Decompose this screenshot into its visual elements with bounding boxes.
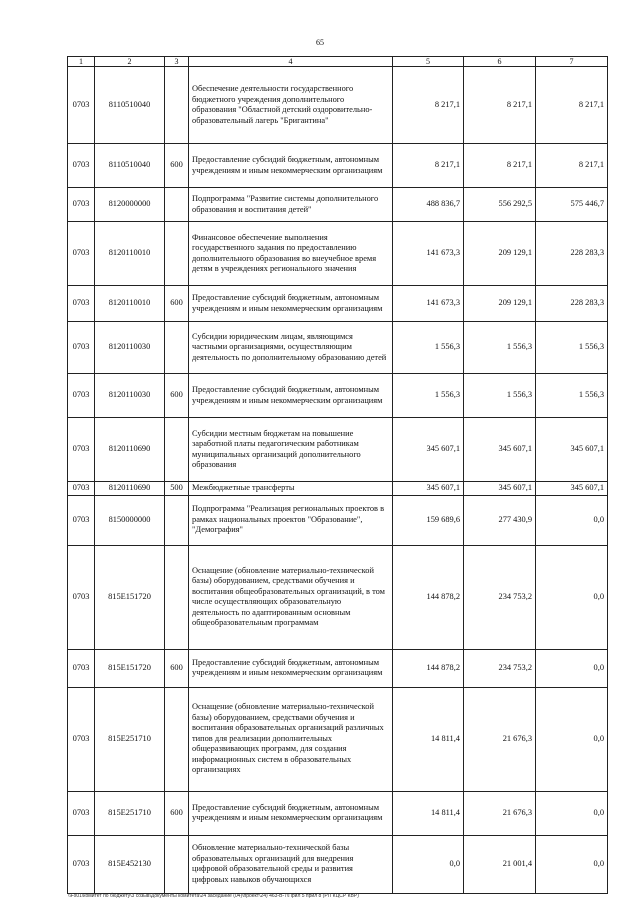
amount-cell-year3: 0,0 — [536, 835, 608, 893]
amount-cell-year2: 21 676,3 — [464, 687, 536, 791]
amount-cell-year1: 141 673,3 — [393, 222, 464, 286]
amount-cell-year3: 345 607,1 — [536, 482, 608, 496]
name-cell: Предоставление субсидий бюджетным, автономным учреждениям и иным некоммерческим организациям — [189, 791, 393, 835]
section-cell: 0703 — [68, 791, 95, 835]
column-number: 1 — [68, 57, 95, 67]
amount-cell-year1: 144 878,2 — [393, 545, 464, 649]
expense-type-cell: 600 — [165, 286, 189, 322]
expense-type-cell: 600 — [165, 374, 189, 418]
amount-cell-year2: 8 217,1 — [464, 144, 536, 188]
name-cell: Субсидии юридическим лицам, являющимся частными организациями, осуществляющим деятельность по дополнительному образованию детей — [189, 322, 393, 374]
amount-cell-year2: 234 753,2 — [464, 649, 536, 687]
name-cell: Межбюджетные трансферты — [189, 482, 393, 496]
amount-cell-year1: 144 878,2 — [393, 649, 464, 687]
amount-cell-year3: 0,0 — [536, 649, 608, 687]
section-cell: 0703 — [68, 222, 95, 286]
table-row — [68, 482, 608, 496]
expense-type-cell — [165, 188, 189, 222]
column-number: 6 — [464, 57, 536, 67]
amount-cell-year2: 1 556,3 — [464, 374, 536, 418]
section-cell: 0703 — [68, 687, 95, 791]
section-cell: 0703 — [68, 649, 95, 687]
amount-cell-year2: 277 430,9 — [464, 495, 536, 545]
code-cell: 8110510040 — [95, 144, 165, 188]
amount-cell-year1: 488 836,7 — [393, 188, 464, 222]
section-cell: 0703 — [68, 835, 95, 893]
footer-file-path: \\Fs01\комитет по бюджету\3 созыв\Документы комитета\24 заседание (04)\проект\24) 463-В-7\Прил 5 прил 8 (РП КЦСР КВР) — [68, 893, 359, 899]
expense-type-cell: 500 — [165, 482, 189, 496]
table-row — [68, 374, 608, 418]
amount-cell-year2: 556 292,5 — [464, 188, 536, 222]
code-cell: 815E452130 — [95, 835, 165, 893]
name-cell: Предоставление субсидий бюджетным, автономным учреждениям и иным некоммерческим организациям — [189, 144, 393, 188]
expense-type-cell — [165, 545, 189, 649]
amount-cell-year3: 228 283,3 — [536, 286, 608, 322]
name-cell: Подпрограмма "Развитие системы дополнительного образования и воспитания детей" — [189, 188, 393, 222]
name-cell: Оснащение (обновление материально-технической базы) оборудованием, средствами обучения и воспитания образовательных организаций различных типов для реализации дополнительных общеразвивающих программ, для создания информационных систем в образовательных организациях — [189, 687, 393, 791]
amount-cell-year2: 209 129,1 — [464, 222, 536, 286]
column-number-row — [68, 57, 608, 67]
amount-cell-year1: 8 217,1 — [393, 144, 464, 188]
section-cell: 0703 — [68, 374, 95, 418]
expense-type-cell — [165, 418, 189, 482]
expense-type-cell: 600 — [165, 144, 189, 188]
table-row — [68, 418, 608, 482]
section-cell: 0703 — [68, 495, 95, 545]
code-cell: 815E151720 — [95, 649, 165, 687]
table-row — [68, 545, 608, 649]
amount-cell-year3: 0,0 — [536, 687, 608, 791]
name-cell: Обеспечение деятельности государственного бюджетного учреждения дополнительного образования "Областной детский оздоровительно-образовательный лагерь "Бригантина" — [189, 67, 393, 144]
table-row — [68, 286, 608, 322]
name-cell: Финансовое обеспечение выполнения государственного задания по предоставлению дополнительного образования во внеучебное время детям в учреждениях регионального значения — [189, 222, 393, 286]
amount-cell-year2: 209 129,1 — [464, 286, 536, 322]
name-cell: Обновление материально-технической базы образовательных организаций для внедрения цифровой образовательной среды и развития цифровых навыков обучающихся — [189, 835, 393, 893]
code-cell: 815E251710 — [95, 791, 165, 835]
name-cell: Оснащение (обновление материально-технической базы) оборудованием, средствами обучения и воспитания общеобразовательных организаций, в том числе осуществляющих образовательную деятельность по адаптированным основным общеобразовательным программам — [189, 545, 393, 649]
amount-cell-year3: 0,0 — [536, 495, 608, 545]
expense-type-cell — [165, 322, 189, 374]
section-cell: 0703 — [68, 144, 95, 188]
section-cell: 0703 — [68, 188, 95, 222]
table-row — [68, 188, 608, 222]
amount-cell-year3: 0,0 — [536, 545, 608, 649]
amount-cell-year1: 159 689,6 — [393, 495, 464, 545]
code-cell: 815E151720 — [95, 545, 165, 649]
amount-cell-year1: 345 607,1 — [393, 482, 464, 496]
code-cell: 8120110010 — [95, 222, 165, 286]
code-cell: 8120110030 — [95, 322, 165, 374]
name-cell: Предоставление субсидий бюджетным, автономным учреждениям и иным некоммерческим организациям — [189, 649, 393, 687]
table-row — [68, 222, 608, 286]
code-cell: 8110510040 — [95, 67, 165, 144]
column-number: 3 — [165, 57, 189, 67]
amount-cell-year1: 1 556,3 — [393, 374, 464, 418]
code-cell: 8120110690 — [95, 418, 165, 482]
table-row — [68, 791, 608, 835]
section-cell: 0703 — [68, 418, 95, 482]
table-row — [68, 144, 608, 188]
amount-cell-year2: 8 217,1 — [464, 67, 536, 144]
expense-type-cell: 600 — [165, 649, 189, 687]
budget-table-body — [68, 57, 608, 894]
table-row — [68, 835, 608, 893]
amount-cell-year2: 345 607,1 — [464, 482, 536, 496]
column-number: 2 — [95, 57, 165, 67]
table-row — [68, 67, 608, 144]
section-cell: 0703 — [68, 322, 95, 374]
code-cell: 8120110010 — [95, 286, 165, 322]
name-cell: Подпрограмма "Реализация региональных проектов в рамках национальных проектов "Образование", "Демография" — [189, 495, 393, 545]
budget-table — [67, 56, 608, 894]
amount-cell-year2: 345 607,1 — [464, 418, 536, 482]
name-cell: Предоставление субсидий бюджетным, автономным учреждениям и иным некоммерческим организациям — [189, 286, 393, 322]
expense-type-cell — [165, 495, 189, 545]
code-cell: 8120000000 — [95, 188, 165, 222]
page-number: 65 — [316, 38, 324, 47]
section-cell: 0703 — [68, 545, 95, 649]
amount-cell-year3: 0,0 — [536, 791, 608, 835]
name-cell: Субсидии местным бюджетам на повышение заработной платы педагогическим работникам муниципальных организаций дополнительного образования — [189, 418, 393, 482]
expense-type-cell: 600 — [165, 791, 189, 835]
amount-cell-year1: 14 811,4 — [393, 687, 464, 791]
section-cell: 0703 — [68, 286, 95, 322]
amount-cell-year1: 14 811,4 — [393, 791, 464, 835]
name-cell: Предоставление субсидий бюджетным, автономным учреждениям и иным некоммерческим организациям — [189, 374, 393, 418]
amount-cell-year2: 1 556,3 — [464, 322, 536, 374]
section-cell: 0703 — [68, 482, 95, 496]
amount-cell-year3: 1 556,3 — [536, 374, 608, 418]
code-cell: 8120110030 — [95, 374, 165, 418]
amount-cell-year3: 8 217,1 — [536, 67, 608, 144]
amount-cell-year3: 1 556,3 — [536, 322, 608, 374]
expense-type-cell — [165, 222, 189, 286]
table-row — [68, 649, 608, 687]
table-row — [68, 687, 608, 791]
amount-cell-year2: 21 001,4 — [464, 835, 536, 893]
table-row — [68, 322, 608, 374]
code-cell: 8120110690 — [95, 482, 165, 496]
amount-cell-year3: 8 217,1 — [536, 144, 608, 188]
amount-cell-year3: 345 607,1 — [536, 418, 608, 482]
column-number: 5 — [393, 57, 464, 67]
amount-cell-year1: 345 607,1 — [393, 418, 464, 482]
code-cell: 8150000000 — [95, 495, 165, 545]
table-row — [68, 495, 608, 545]
column-number: 7 — [536, 57, 608, 67]
amount-cell-year1: 141 673,3 — [393, 286, 464, 322]
expense-type-cell — [165, 835, 189, 893]
amount-cell-year2: 234 753,2 — [464, 545, 536, 649]
amount-cell-year3: 228 283,3 — [536, 222, 608, 286]
amount-cell-year1: 8 217,1 — [393, 67, 464, 144]
column-number: 4 — [189, 57, 393, 67]
expense-type-cell — [165, 67, 189, 144]
expense-type-cell — [165, 687, 189, 791]
amount-cell-year1: 0,0 — [393, 835, 464, 893]
amount-cell-year2: 21 676,3 — [464, 791, 536, 835]
amount-cell-year3: 575 446,7 — [536, 188, 608, 222]
code-cell: 815E251710 — [95, 687, 165, 791]
section-cell: 0703 — [68, 67, 95, 144]
amount-cell-year1: 1 556,3 — [393, 322, 464, 374]
